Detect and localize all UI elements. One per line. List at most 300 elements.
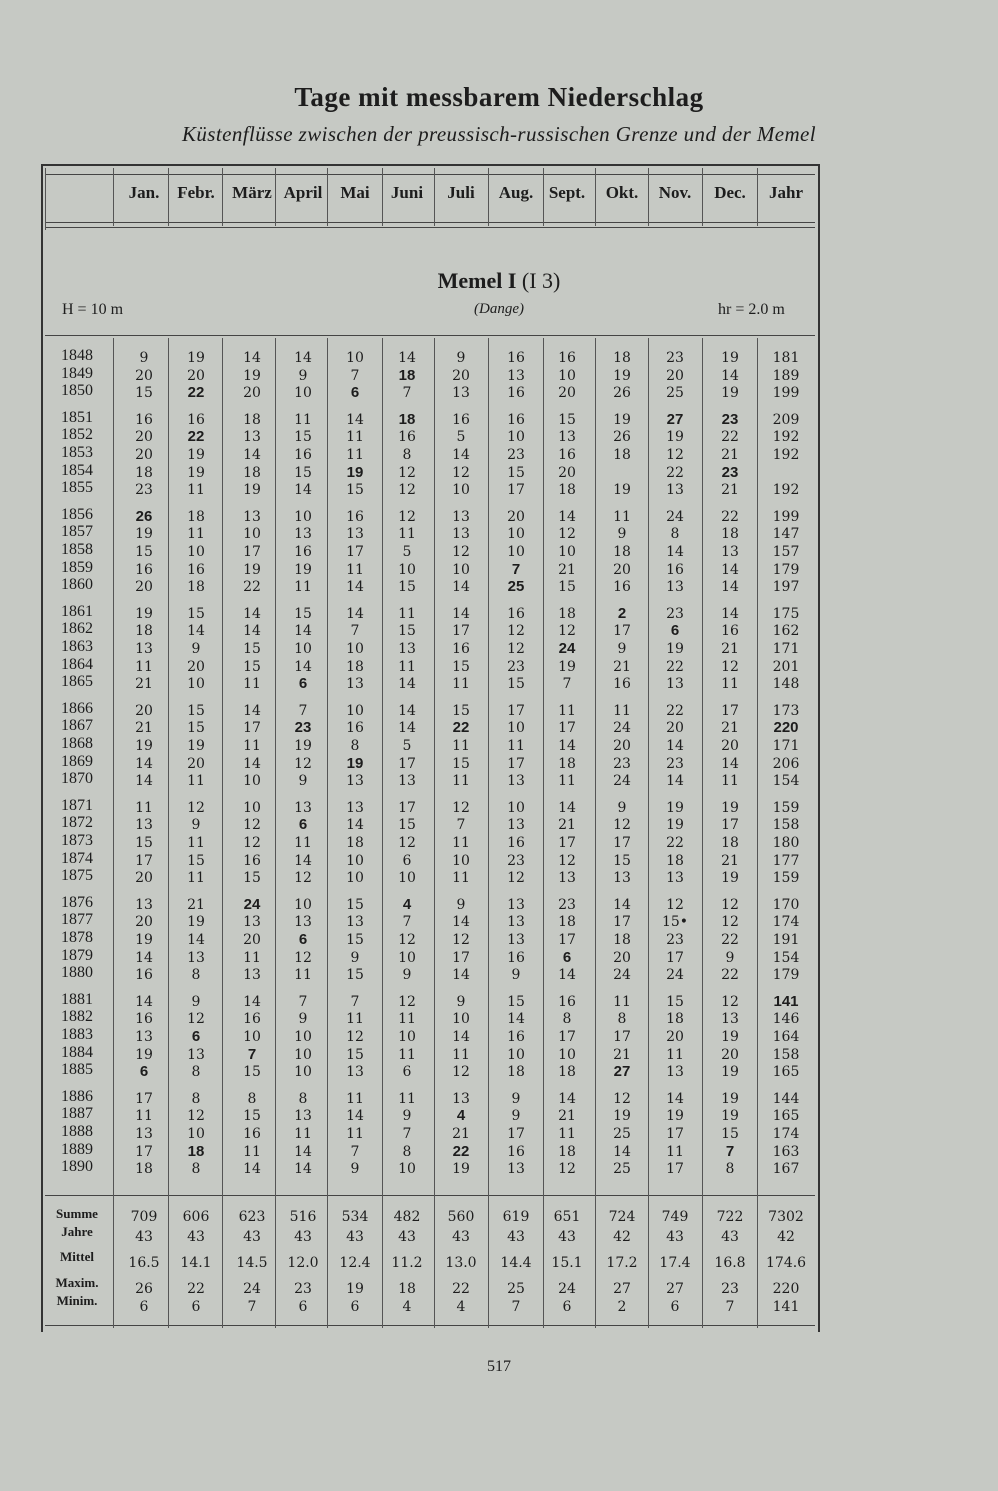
table-cell: 17	[558, 835, 576, 851]
table-cell: 19	[187, 464, 205, 481]
table-cell: 10	[507, 544, 525, 560]
table-cell: 165	[772, 1108, 800, 1125]
table-cell: 18	[613, 350, 631, 366]
table-cell: 23	[721, 463, 739, 481]
year-label: 1880	[61, 964, 93, 982]
table-cell: 13	[507, 367, 525, 384]
table-cell: 14	[666, 1090, 684, 1107]
year-label: 1875	[61, 867, 93, 885]
table-cell: 16	[187, 411, 205, 428]
table-cell: 18	[613, 932, 631, 948]
table-cell: 15	[187, 720, 205, 737]
page-number: 517	[487, 1358, 511, 1375]
year-label: 1861	[61, 602, 93, 620]
table-cell: 10	[243, 773, 261, 790]
table-cell: 173	[772, 702, 800, 719]
table-cell: 15	[135, 544, 153, 560]
table-cell: 141	[773, 992, 799, 1010]
table-cell: 9	[298, 1011, 308, 1028]
table-cell: 11	[452, 835, 470, 851]
column-header: Okt.	[605, 183, 639, 202]
year-label: 1873	[61, 832, 93, 849]
table-cell: 14	[721, 605, 739, 622]
table-cell: 13	[507, 773, 525, 790]
table-cell: 13	[135, 1029, 153, 1045]
table-cell: 8	[191, 967, 201, 984]
table-cell: 16	[243, 1126, 261, 1142]
table-cell: 21	[721, 641, 739, 657]
table-cell: 12	[558, 526, 576, 543]
table-cell: 10	[507, 526, 525, 543]
table-cell: 20	[666, 1029, 684, 1045]
table-cell: 20	[558, 385, 576, 402]
table-cell: 17	[613, 835, 631, 851]
table-cell: 16	[243, 1011, 261, 1028]
table-cell: 7	[562, 676, 572, 693]
table-cell: 11	[346, 1090, 364, 1107]
table-cell: 13	[666, 676, 684, 693]
table-cell: 14	[135, 755, 153, 772]
table-cell: 13	[721, 544, 739, 560]
table-cell: 24	[558, 640, 576, 657]
table-cell: 10	[294, 641, 312, 657]
table-cell: 11	[187, 773, 205, 790]
table-cell: 22	[721, 932, 739, 948]
table-cell: 11	[613, 508, 631, 525]
table-cell: 17	[666, 1161, 684, 1178]
table-cell: 10	[243, 799, 261, 816]
table-cell: 14	[721, 561, 739, 578]
table-cell: 19	[721, 1090, 739, 1107]
table-cell: 16	[135, 411, 153, 428]
table-cell: 20	[135, 702, 153, 719]
table-cell: 19	[666, 429, 684, 446]
summary-cell: 6	[298, 1299, 308, 1315]
table-cell: 12	[666, 447, 684, 463]
table-cell: 14	[398, 720, 416, 737]
table-cell: 19	[187, 914, 205, 931]
table-cell: 11	[452, 676, 470, 693]
table-cell: 7	[350, 623, 360, 640]
table-cell: 10	[507, 1046, 525, 1063]
summary-cell: 27	[613, 1281, 631, 1297]
table-cell: 14	[558, 967, 576, 984]
table-cell: 12	[721, 896, 739, 913]
table-cell: 12	[613, 1090, 631, 1107]
table-cell: 15	[294, 605, 312, 622]
table-cell: 14	[294, 623, 312, 640]
table-cell: 12	[243, 835, 261, 851]
table-cell: 12	[398, 835, 416, 851]
table-cell: 12	[187, 799, 205, 816]
table-cell: 13	[452, 385, 470, 402]
table-cell: 11	[613, 702, 631, 719]
table-cell: 10	[452, 1011, 470, 1028]
table-cell: 11	[558, 702, 576, 719]
table-cell: 26	[613, 429, 631, 446]
rule-line	[45, 335, 815, 336]
table-cell: 18	[243, 411, 261, 428]
table-cell: 18	[346, 658, 364, 675]
table-cell: 19	[613, 482, 631, 499]
table-cell: 13	[398, 641, 416, 657]
table-cell: 19	[721, 1064, 739, 1081]
table-cell: 8	[402, 1143, 412, 1160]
table-cell: 9	[350, 1161, 360, 1178]
table-cell: 15	[243, 1064, 261, 1081]
table-cell: 13	[507, 1161, 525, 1178]
table-cell: 13	[666, 579, 684, 596]
table-cell: 13	[346, 1064, 364, 1081]
table-cell: 11	[243, 676, 261, 693]
year-label: 1869	[61, 752, 93, 770]
table-cell: 15	[243, 641, 261, 657]
year-label: 1883	[61, 1026, 93, 1043]
table-cell: 18	[721, 835, 739, 851]
column-rule	[168, 338, 169, 1328]
table-cell: 11	[187, 870, 205, 887]
table-cell: 19	[721, 385, 739, 402]
table-cell: 11	[294, 1126, 312, 1142]
table-cell: 174	[772, 1126, 800, 1142]
page-title: Tage mit messbarem Niederschlag	[294, 82, 704, 112]
table-cell: 7	[402, 385, 412, 402]
table-cell: 19	[294, 561, 312, 578]
table-cell: 13	[452, 508, 470, 525]
column-rule	[543, 338, 544, 1328]
column-header: April	[283, 183, 323, 202]
table-cell: 13	[507, 932, 525, 948]
table-cell: 11	[187, 835, 205, 851]
table-cell: 20	[721, 1046, 739, 1063]
table-cell: 11	[666, 1143, 684, 1160]
table-cell: 9	[191, 993, 201, 1010]
table-cell: 14	[613, 896, 631, 913]
table-cell: 16	[507, 605, 525, 622]
table-cell: 12	[452, 544, 470, 560]
table-cell: 9	[191, 817, 201, 834]
table-cell: 14	[398, 676, 416, 693]
summary-cell: 43	[558, 1229, 576, 1245]
table-cell: 12	[187, 1108, 205, 1125]
column-header: Febr.	[177, 183, 215, 202]
summary-cell: 4	[402, 1299, 412, 1315]
year-label: 1857	[61, 523, 93, 541]
table-cell: 9	[298, 773, 308, 790]
table-cell: 14	[613, 1143, 631, 1160]
year-label: 1858	[61, 541, 93, 558]
year-label: 1855	[61, 479, 93, 497]
table-cell: 18	[346, 835, 364, 851]
summary-cell: 16.8	[714, 1255, 746, 1271]
year-label: 1889	[61, 1140, 93, 1158]
station-code: (I 3)	[521, 268, 561, 293]
table-cell: 21	[721, 482, 739, 499]
summary-cell: 7	[247, 1299, 257, 1315]
table-cell: 13	[666, 1064, 684, 1081]
summary-cell: 141	[772, 1299, 800, 1315]
summary-cell: 7	[511, 1299, 521, 1315]
table-cell: 13	[135, 641, 153, 657]
table-cell: 15	[452, 755, 470, 772]
rule-line	[45, 1195, 815, 1196]
table-cell: 19	[721, 1108, 739, 1125]
table-cell: 24	[666, 967, 684, 984]
table-cell: 8	[191, 1064, 201, 1081]
summary-cell: 42	[777, 1229, 795, 1245]
table-cell: 14	[243, 623, 261, 640]
table-cell: 179	[772, 561, 800, 578]
table-cell: 22	[666, 464, 684, 481]
table-cell: 10	[294, 1029, 312, 1045]
summary-cell: 43	[243, 1229, 261, 1245]
table-cell: 9	[511, 1090, 521, 1107]
table-cell: 21	[452, 1126, 470, 1142]
summary-cell: 606	[182, 1209, 210, 1225]
table-cell: 13	[666, 870, 684, 887]
table-cell: 13	[507, 914, 525, 931]
column-rule	[45, 168, 46, 230]
column-rule	[434, 338, 435, 1328]
table-cell: 147	[772, 526, 800, 543]
table-cell: 5	[402, 738, 412, 754]
summary-cell: 18	[398, 1281, 416, 1297]
table-cell: 17	[243, 720, 261, 737]
table-cell: 10	[507, 799, 525, 816]
table-cell: 10	[558, 367, 576, 384]
table-cell: 13	[294, 1108, 312, 1125]
table-cell: 13	[294, 914, 312, 931]
page-subtitle: Küstenflüsse zwischen der preussisch-russischen Grenze und der Memel	[182, 122, 816, 146]
table-cell: 158	[772, 1046, 800, 1063]
table-cell: 6	[562, 948, 572, 966]
summary-cell: 174.6	[766, 1255, 807, 1271]
year-label: 1882	[61, 1008, 93, 1026]
table-cell: 17	[558, 720, 576, 737]
table-cell: 23	[507, 447, 525, 463]
table-cell: 16	[452, 411, 470, 428]
table-cell: 16	[346, 720, 364, 737]
table-cell: 11	[346, 561, 364, 578]
table-cell: 14	[135, 773, 153, 790]
summary-cell: 12.4	[339, 1255, 371, 1271]
summary-cell: 6	[350, 1299, 360, 1315]
summary-cell: 43	[346, 1229, 364, 1245]
year-label: 1870	[61, 770, 93, 788]
table-cell: 21	[721, 852, 739, 869]
table-cell: 6	[402, 852, 412, 869]
table-cell: 19	[666, 817, 684, 834]
summary-cell: 22	[187, 1281, 205, 1297]
table-cell: 12	[294, 949, 312, 966]
table-cell: 14	[243, 702, 261, 719]
table-cell: 10	[294, 896, 312, 913]
table-cell: 10	[452, 561, 470, 578]
table-cell: 19	[187, 447, 205, 463]
table-cell: 11	[721, 676, 739, 693]
year-label: 1859	[61, 558, 93, 576]
table-cell: 8	[725, 1161, 735, 1178]
table-cell: 13	[398, 773, 416, 790]
summary-cell: 25	[507, 1281, 525, 1297]
table-cell: 18	[187, 508, 205, 525]
table-cell: 11	[558, 773, 576, 790]
table-cell: 15	[346, 896, 364, 913]
table-cell: 19	[613, 367, 631, 384]
table-cell: 11	[294, 835, 312, 851]
table-cell: 18	[666, 1011, 684, 1028]
table-cell: 197	[772, 579, 800, 596]
table-cell: 13	[135, 896, 153, 913]
table-cell: 11	[558, 1126, 576, 1142]
table-cell: 12	[558, 1161, 576, 1178]
table-cell: 158	[772, 817, 800, 834]
table-cell: 11	[135, 799, 153, 816]
rule-line	[45, 1325, 815, 1326]
table-cell: 13	[613, 870, 631, 887]
table-cell: 14	[243, 755, 261, 772]
table-cell: 17	[507, 755, 525, 772]
table-cell: 11	[135, 1108, 153, 1125]
table-cell: 9	[617, 641, 627, 657]
table-cell: 9	[191, 641, 201, 657]
year-label: 1887	[61, 1105, 93, 1123]
table-cell: 15	[346, 967, 364, 984]
table-cell: 15	[398, 579, 416, 596]
table-cell: 25	[666, 385, 684, 402]
column-rule	[595, 338, 596, 1328]
table-cell: 23	[294, 719, 312, 737]
table-cell: 157	[772, 544, 800, 560]
table-cell: 14	[346, 411, 364, 428]
table-cell: 179	[772, 967, 800, 984]
table-cell: 17	[135, 1090, 153, 1107]
table-cell: 14	[452, 579, 470, 596]
table-cell: 23	[558, 896, 576, 913]
summary-cell: 560	[447, 1209, 475, 1225]
table-cell: 22	[452, 1142, 470, 1160]
table-cell: 20	[666, 720, 684, 737]
table-cell: 14	[294, 852, 312, 869]
table-cell: 11	[135, 658, 153, 675]
column-rule	[275, 338, 276, 1328]
table-cell: 13	[452, 526, 470, 543]
year-label: 1884	[61, 1043, 93, 1061]
table-cell: 25	[507, 578, 525, 596]
table-cell: 12	[721, 993, 739, 1010]
table-cell: 4	[456, 1107, 466, 1125]
year-label: 1885	[61, 1061, 93, 1079]
table-cell: 20	[507, 508, 525, 525]
table-cell: 8	[402, 447, 412, 463]
table-cell: 19	[558, 658, 576, 675]
table-cell: 192	[772, 482, 800, 499]
table-cell: 13	[346, 914, 364, 931]
table-cell: 18	[507, 1064, 525, 1081]
table-cell: 17	[558, 932, 576, 948]
table-cell: 16	[507, 949, 525, 966]
summary-cell: 43	[294, 1229, 312, 1245]
table-cell: 15	[398, 817, 416, 834]
table-cell: 17	[346, 544, 364, 560]
table-cell: 19	[666, 641, 684, 657]
year-label: 1888	[61, 1123, 93, 1140]
year-label: 1849	[61, 364, 93, 382]
column-rule	[327, 338, 328, 1328]
table-cell: 21	[558, 1108, 576, 1125]
table-cell: 10	[507, 429, 525, 446]
table-cell: 26	[613, 385, 631, 402]
table-cell: 9	[617, 526, 627, 543]
table-cell: 13	[507, 817, 525, 834]
table-cell: 21	[558, 561, 576, 578]
table-cell: 7	[298, 993, 308, 1010]
year-label: 1851	[61, 408, 93, 426]
table-cell: 6	[298, 816, 308, 834]
table-cell: 9	[456, 350, 466, 366]
table-cell: 13	[187, 1046, 205, 1063]
table-cell: 22	[243, 579, 261, 596]
summary-cell: 23	[294, 1281, 312, 1297]
table-cell: 10	[187, 1126, 205, 1142]
summary-cell: 17.2	[606, 1255, 638, 1271]
table-cell: 20	[613, 738, 631, 754]
table-cell: 20	[243, 932, 261, 948]
table-cell: 13	[346, 526, 364, 543]
table-cell: 11	[507, 738, 525, 754]
table-cell: 18	[243, 464, 261, 481]
table-cell: 14	[294, 658, 312, 675]
table-cell: 10	[398, 1161, 416, 1178]
table-cell: 171	[772, 738, 800, 754]
table-cell: 20	[721, 738, 739, 754]
table-cell: 20	[187, 658, 205, 675]
table-cell: 20	[243, 385, 261, 402]
table-cell: 15	[558, 411, 576, 428]
table-cell: 23	[135, 482, 153, 499]
table-cell: 11	[398, 1090, 416, 1107]
table-cell: 14	[721, 755, 739, 772]
summary-cell: 43	[507, 1229, 525, 1245]
table-cell: 12	[613, 817, 631, 834]
table-cell: 16	[135, 561, 153, 578]
year-label: 1853	[61, 444, 93, 461]
table-cell: 159	[772, 799, 800, 816]
table-cell: 174	[772, 914, 800, 931]
table-cell: 14	[346, 1108, 364, 1125]
table-cell: 14	[398, 350, 416, 366]
table-cell: 17	[721, 702, 739, 719]
table-cell: 15	[135, 385, 153, 402]
table-cell: 5	[456, 429, 466, 446]
table-cell: 14	[558, 508, 576, 525]
summary-cell: 6	[562, 1299, 572, 1315]
rule-line	[45, 222, 815, 223]
table-cell: 13	[187, 949, 205, 966]
table-cell: 16	[507, 350, 525, 366]
table-cell: 144	[772, 1090, 800, 1107]
summary-cell: 43	[398, 1229, 416, 1245]
table-cell: 17	[507, 1126, 525, 1142]
table-cell: 18	[187, 579, 205, 596]
table-cell: 7	[511, 560, 521, 578]
summary-cell: 12.0	[287, 1255, 319, 1271]
table-cell: 20	[135, 447, 153, 463]
table-cell: 17	[666, 1126, 684, 1142]
table-cell: 24	[613, 967, 631, 984]
table-cell: 19	[243, 561, 261, 578]
column-rule	[702, 168, 703, 226]
